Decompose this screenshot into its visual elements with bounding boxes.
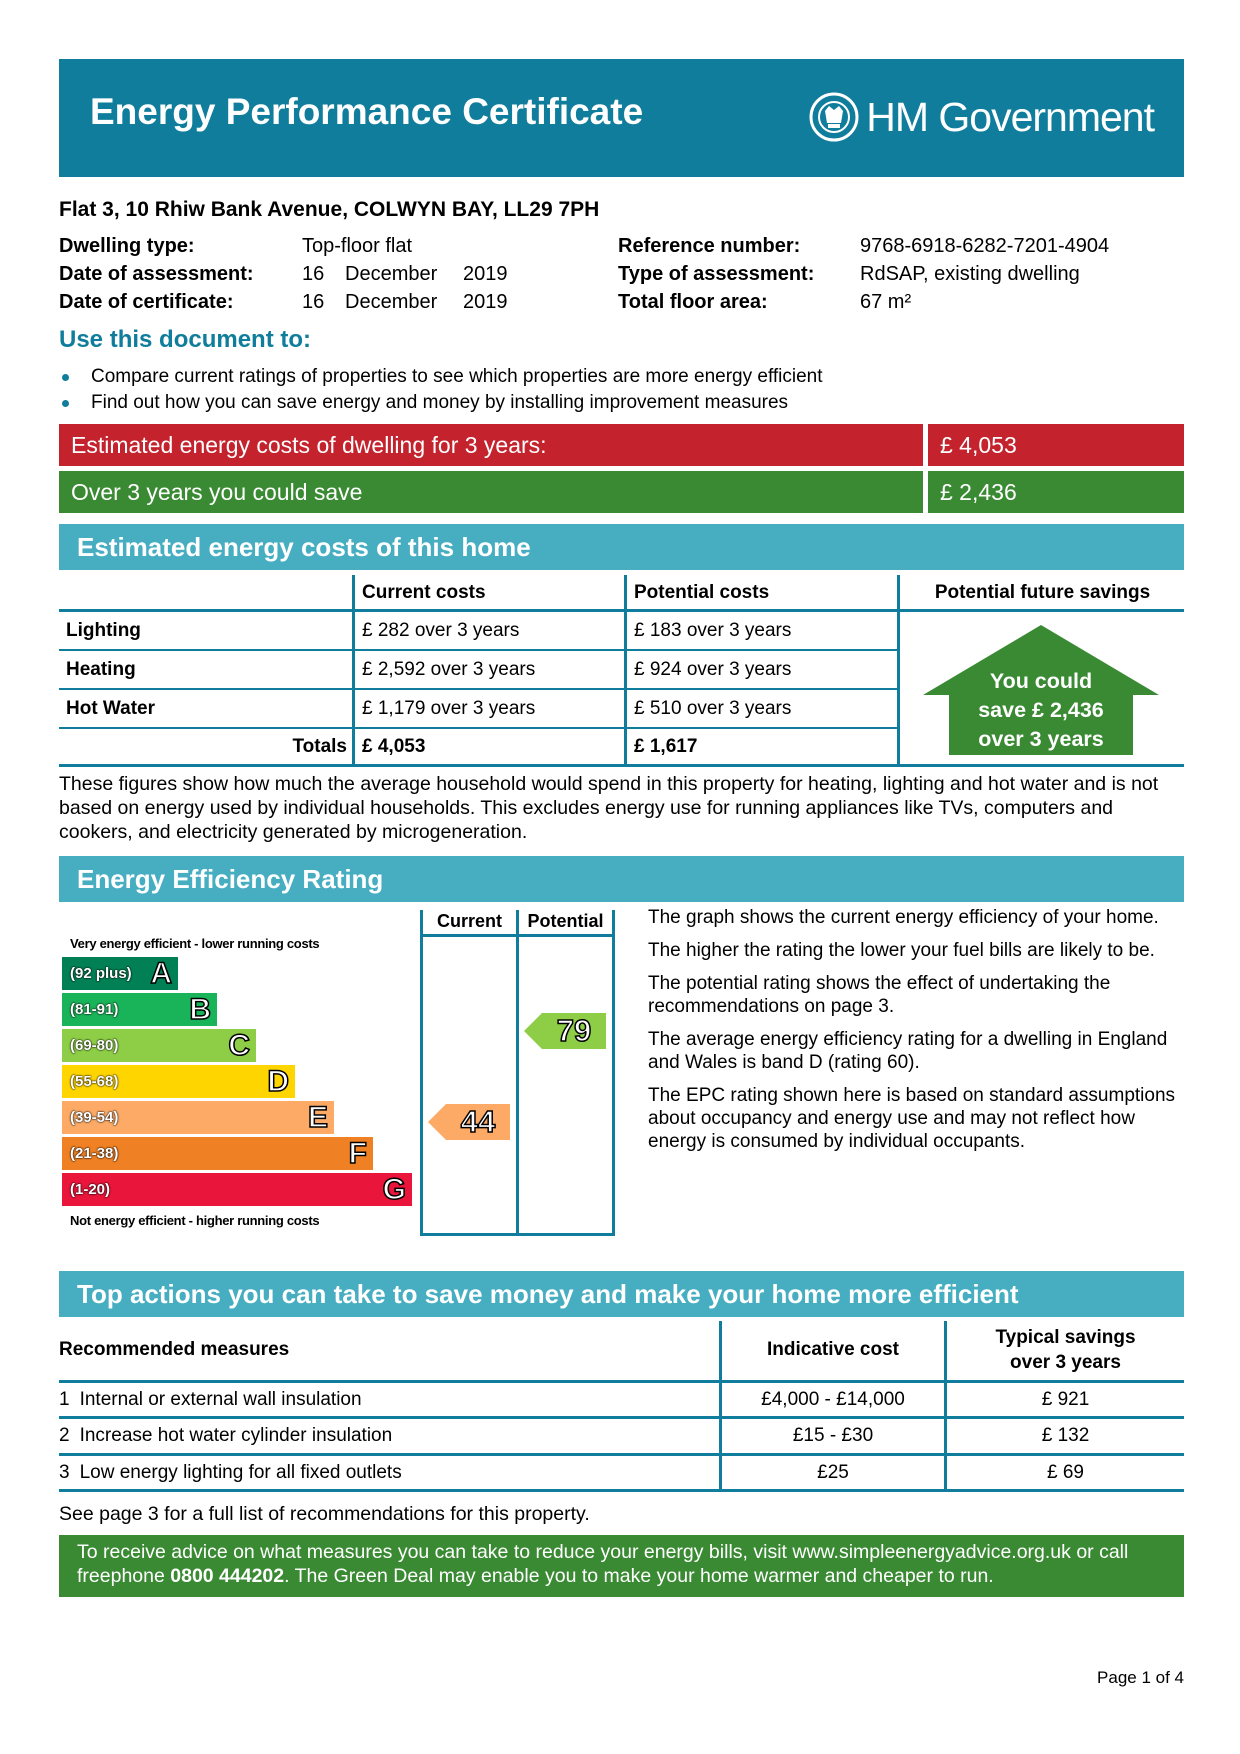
hm-government-logo [808,89,1154,145]
advice-banner: To receive advice on what measures you can take to reduce your energy bills, visit www.simpleenergyadvice.org.uk or call freephone 0800 444202. The Green Deal may enable you to make your home warmer and cheaper to run. [59,1535,1184,1597]
table-row: 1 Internal or external wall insulation [59,1388,362,1410]
band-range: (81-91) [70,1001,119,1018]
table-row: 2 Increase hot water cylinder insulation [59,1425,393,1446]
table-rule [59,688,897,690]
efficiency-section-heading: Energy Efficiency Rating [59,856,1184,902]
efficient-note: Very energy efficient - lower running costs [70,936,320,951]
future-savings-header: Potential future savings [934,581,1151,603]
potential-rating-value: 79 [556,1013,592,1048]
hm-government-text: HM Government [866,93,1154,140]
date-of-assessment-label: Date of assessment: [59,263,254,285]
band-letter: D [267,1064,289,1098]
dwelling-type-label: Dwelling type: [59,235,195,257]
costs-note: These figures show how much the average household would spend in this property for heating, lighting and hot water and is not based on energy used by individual households. This excludes energy use for running appliances like TVs, computers and cookers, and electricity generated by microgeneration. [59,773,1159,843]
table-rule [59,649,897,651]
chart-frame [420,910,423,1236]
costs-table [59,575,1184,767]
reference-number-value: 9768-6918-6282-7201-4904 [860,235,1110,257]
assessment-day: 16 [302,263,325,285]
certificate-year: 2019 [463,291,508,313]
efficiency-text-1: The graph shows the current energy efficiency of your home. [648,907,1159,928]
action-cost: £15 - £30 [792,1425,874,1446]
table-rule [352,575,355,765]
efficiency-explanation [648,906,1178,1163]
band-letter: B [189,992,211,1026]
band-range: (21-38) [70,1145,119,1162]
lighting-current: £ 282 over 3 years [362,619,520,641]
savings-header: Typical savings over 3 years [995,1327,1136,1373]
action-saving: £ 132 [1041,1425,1090,1446]
could-save-bar: Over 3 years you could save [59,471,923,513]
hot-water-label: Hot Water [66,697,156,719]
inefficient-note: Not energy efficient - higher running costs [70,1213,320,1228]
current-costs-header: Current costs [362,581,486,603]
action-saving: £ 69 [1047,1461,1084,1483]
rating-band-f [62,1137,373,1170]
measures-header: Recommended measures [59,1339,290,1360]
band-letter: E [307,1100,328,1134]
assessment-year: 2019 [463,263,508,285]
band-range: (39-54) [70,1109,119,1126]
total-floor-area-label: Total floor area: [618,291,768,313]
could-save-value: £ 2,436 [928,471,1184,513]
list-item: Find out how you can save energy and money by installing improvement measures [59,390,823,416]
table-rule [59,609,1184,612]
list-item: Compare current ratings of properties to see which properties are more energy efficient [59,364,823,390]
potential-column-header: Potential [527,911,604,931]
band-range: (55-68) [70,1073,119,1090]
table-rule [59,727,897,729]
assessment-month: December [345,263,438,285]
chart-frame [516,910,519,1236]
band-letter: G [382,1172,406,1206]
action-saving: £ 921 [1041,1388,1090,1410]
chart-frame [420,1233,615,1236]
heating-current: £ 2,592 over 3 years [362,658,536,680]
certificate-day: 16 [302,291,325,313]
header-banner [59,59,1184,177]
table-rule [624,575,627,765]
bullet-icon [62,374,69,381]
date-of-certificate-label: Date of certificate: [59,291,234,313]
rating-band-d [62,1065,295,1098]
band-letter: F [348,1136,367,1170]
certificate-month: December [345,291,438,313]
heating-potential: £ 924 over 3 years [634,658,792,680]
hot-water-potential: £ 510 over 3 years [634,697,792,719]
rating-band-c [62,1029,256,1062]
action-cost: £4,000 - £14,000 [761,1388,905,1410]
use-document-list [59,364,823,416]
property-address: Flat 3, 10 Rhiw Bank Avenue, COLWYN BAY, LL29 7PH [59,198,600,221]
page-title: Energy Performance Certificate [90,91,644,132]
hot-water-current: £ 1,179 over 3 years [362,697,536,719]
costs-section-heading: Estimated energy costs of this home [59,524,1184,570]
current-rating-value: 44 [460,1104,496,1139]
table-rule [897,575,900,765]
type-of-assessment-value: RdSAP, existing dwelling [860,263,1080,285]
band-letter: A [150,956,172,990]
bullet-icon [62,400,69,407]
band-range: (92 plus) [70,965,132,982]
cost-header: Indicative cost [767,1339,899,1360]
efficiency-text-4: The average energy efficiency rating for a dwelling in England and Wales is band D (rating 60). [648,1029,1168,1073]
table-row: 3 Low energy lighting for all fixed outlets [59,1461,402,1483]
efficiency-text-3: The potential rating shows the effect of undertaking the recommendations on page 3. [648,973,1111,1017]
heating-label: Heating [66,658,136,680]
actions-section-heading: Top actions you can take to save money and make your home more efficient [59,1271,1184,1317]
page-number: Page 1 of 4 [1097,1668,1184,1687]
current-column-header: Current [436,911,502,931]
totals-label: Totals [292,736,347,757]
chart-frame [612,910,615,1236]
totals-potential: £ 1,617 [634,736,698,757]
efficiency-text-5: The EPC rating shown here is based on standard assumptions about occupancy and energy use and may not reflect how energy is consumed by individual occupants. [648,1085,1176,1152]
reference-number-label: Reference number: [618,235,801,257]
rating-band-b [62,993,217,1026]
lighting-label: Lighting [66,619,141,641]
freephone-number: 0800 444202 [170,1565,285,1587]
efficiency-text-2: The higher the rating the lower your fuel bills are likely to be. [648,940,1155,961]
estimated-costs-bar: Estimated energy costs of dwelling for 3 years: [59,424,923,466]
total-floor-area-value: 67 m² [860,291,912,313]
see-page-note: See page 3 for a full list of recommendations for this property. [59,1503,590,1525]
action-cost: £25 [817,1461,849,1483]
use-document-heading: Use this document to: [59,326,312,353]
type-of-assessment-label: Type of assessment: [618,263,815,285]
rating-band-a [62,957,178,990]
chart-frame [420,934,615,937]
band-letter: C [228,1028,250,1062]
band-range: (69-80) [70,1037,119,1054]
rating-band-g [62,1173,412,1206]
dwelling-type-value: Top-floor flat [302,235,413,257]
lighting-potential: £ 183 over 3 years [634,619,792,641]
totals-current: £ 4,053 [362,736,426,757]
potential-costs-header: Potential costs [634,581,770,603]
band-range: (1-20) [70,1181,111,1198]
estimated-costs-value: £ 4,053 [928,424,1184,466]
table-rule [59,764,1184,767]
royal-crest-icon [808,91,860,143]
savings-arrow-text: You could save £ 2,436 over 3 years [978,669,1104,751]
rating-band-e [62,1101,334,1134]
table-rule [59,1489,1184,1492]
